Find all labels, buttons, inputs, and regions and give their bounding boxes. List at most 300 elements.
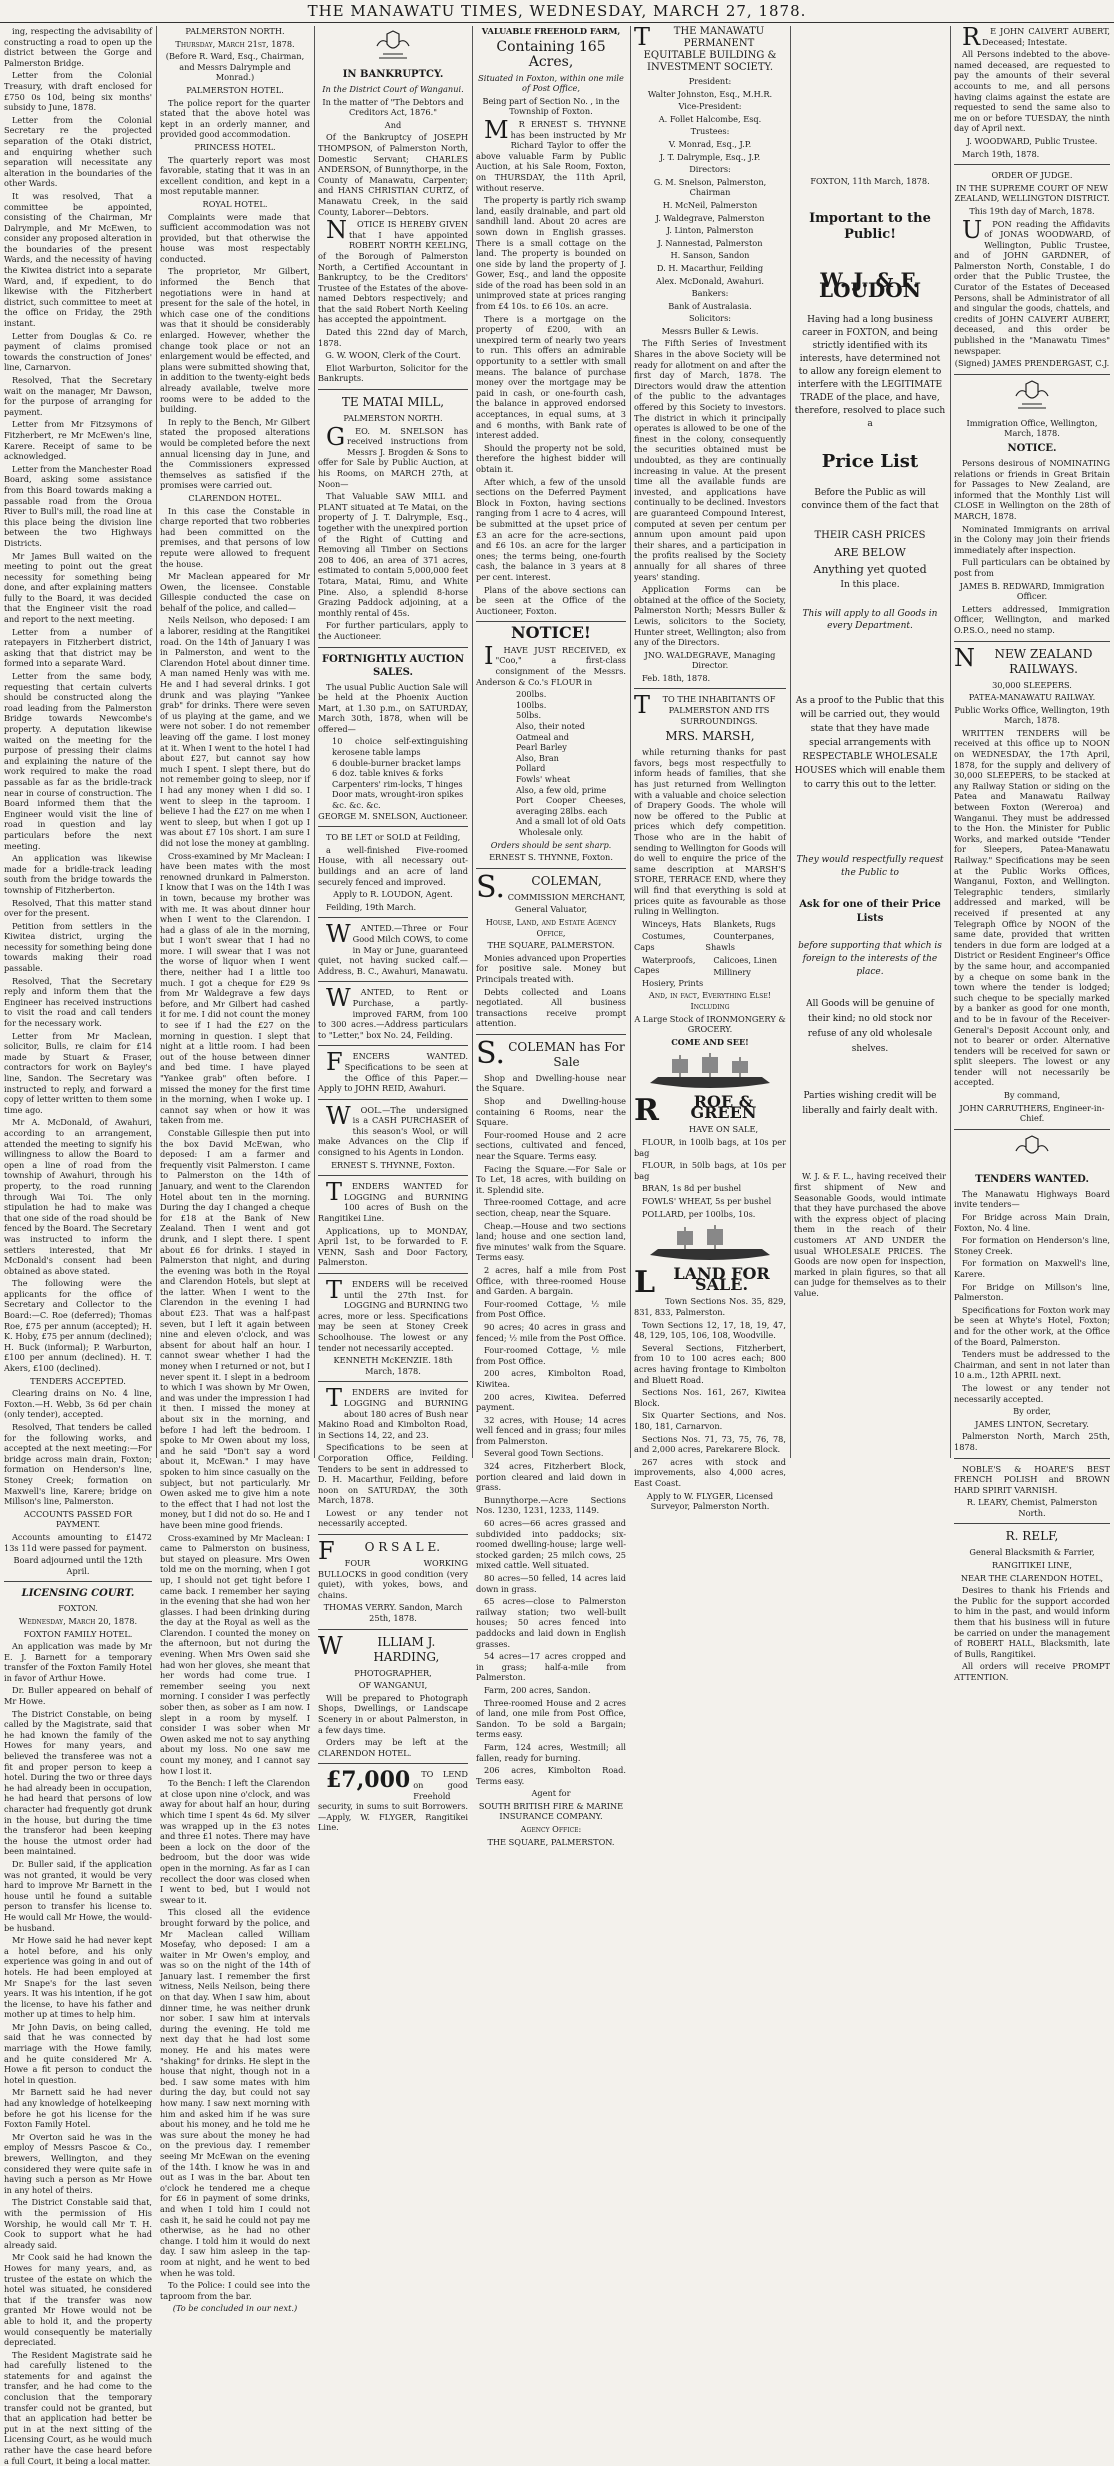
article-text: COME AND SEE! <box>671 1036 749 1047</box>
article-text: Having had a long business career in FOXTON, and being strictly identified with its interests, have determined not to allow any foreign element to interfere with the LEGITIMATE TRADE of the place, and have, therefore, resolved to place such a <box>794 314 946 429</box>
list-item: Pearl Barley <box>516 742 567 753</box>
ad-heading: TO THE INHABITANTS OF PALMERSTON AND ITS SURROUNDINGS. <box>662 694 776 726</box>
ad-heading: Price List <box>821 450 919 472</box>
signature: JAMES LINTON, Secretary. <box>975 1418 1089 1429</box>
ad-heading: R. RELF, <box>1005 1529 1059 1544</box>
ad-heading: VALUABLE FREEHOLD FARM, <box>481 26 621 36</box>
signature: JNO. WALDEGRAVE, Managing Director. <box>644 649 776 671</box>
list-item: G. M. Snelson, Palmerston, Chairman <box>653 176 767 198</box>
subheading: ACCOUNTS PASSED FOR PAYMENT. <box>23 1508 133 1530</box>
list-item: BRAN, 1s 8d per bushel <box>642 1183 742 1194</box>
article-text: EO. M. SNELSON has received instructions from Messrs J. Brogden & Sons to offer for Sale by Public Auction, at his Rooms, on MARCH 27th, at Noon— <box>318 425 468 489</box>
article-text: Accounts amounting to £1472 13s 11d were passed for payment. <box>4 1531 152 1553</box>
article-text: Petition from settlers in the Kiwitea district, urging the necessity for something being done towards making their road passable. <box>4 920 152 974</box>
subheading: Directors: <box>689 164 731 175</box>
list-item: Carpenters' rim-locks, T hinges <box>332 778 463 789</box>
article-text: a well-finished Five-roomed House, with all necessary out-buildings and an acre of land securely fenced and improved. <box>318 844 468 887</box>
article-text: Letter from Douglas & Co. re payment of claims promised towards the construction of Jones' line, Carnarvon. <box>4 330 152 373</box>
article-text: Feb. 18th, 1878. <box>642 672 711 683</box>
list-item: 90 acres; 40 acres in grass and fenced; ½ mile from the Post Office. <box>476 1321 626 1343</box>
article-text: Being part of Section No. , in the Township of Foxton. <box>482 95 620 117</box>
article-text: ing, respecting the advisability of constructing a road to open up the district between the Gorge and Palmerston Bridge. <box>4 26 152 68</box>
ad-heading: NOBLE'S & HOARE'S BEST FRENCH POLISH and BROWN HARD SPIRIT VARNISH. <box>954 1463 1110 1495</box>
drop-cap: W <box>318 1631 343 1660</box>
list-item: Counterpanes, Shawls <box>705 931 775 952</box>
list-item: 324 acres, Fitzherbert Block, portion cleared and laid down in grass. <box>476 1461 626 1493</box>
drop-cap: M <box>484 115 509 144</box>
signature: G. W. WOON, Clerk of the Court. <box>325 350 461 361</box>
signature: Apply to R. LOUDON, Agent. <box>333 889 453 900</box>
article-text: THE SQUARE, PALMERSTON. <box>487 1836 615 1847</box>
article-text: The District Constable, on being called by the Magistrate, said that he had known the family of the Howes for many years, and believed the transferee was not a fit and proper person to keep a hotel. During the two or three days he had already been in occupation, he had heard that persons of low character had frequently got drunk in the house, but during the time the transferor had been keeping the house the utmost order had been maintained. <box>4 1708 152 1857</box>
list-item: 2 acres, half a mile from Post Office, with three-roomed House and Garden. A bargain. <box>476 1264 626 1297</box>
subheading: IN THE SUPREME COURT OF NEW ZEALAND, WELLINGTON DISTRICT. <box>954 182 1110 204</box>
column-1 <box>4 26 152 2466</box>
ad-subheading: Anything yet quoted <box>813 563 927 577</box>
drop-cap: T <box>634 23 651 51</box>
article-text: Palmerston North, March 25th, 1878. <box>954 1431 1110 1452</box>
article-text: In this place. <box>840 580 900 591</box>
continuation-note: (To be concluded in our next.) <box>172 2303 298 2314</box>
article-text: Town Sections 12, 17, 18, 19, 47, 48, 129, 105, 106, 108, Woodville. <box>634 1319 786 1341</box>
list-item: J. Waldegrave, Palmerston <box>655 212 765 223</box>
list-item: For formation on Henderson's line, Stoney Creek. <box>954 1235 1110 1256</box>
ad-heading: Important to the Public! <box>809 210 931 242</box>
list-item: Waterproofs, Capes <box>634 954 696 976</box>
column-3 <box>318 26 468 1833</box>
royal-crest-icon <box>1012 380 1052 414</box>
drop-cap: R <box>634 1093 659 1129</box>
article-text: Applications, up to MONDAY, April 1st, to be forwarded to F. VENN, Sash and Door Factory, Palmerston. <box>318 1225 468 1268</box>
article-text: Orders may be left at the CLARENDON HOTEL. <box>318 1737 468 1758</box>
article-text: V. Monrad, Esq., J.P. <box>668 138 752 149</box>
list-item: 60 acres—66 acres grassed and subdivided into paddocks; six-roomed dwelling-house; large well-stocked garden; 25 milch cows, 25 mixed cattle. Well situated. <box>476 1518 626 1571</box>
article-text: In reply to the Bench, Mr Gilbert stated the proposed alterations would be completed before the next annual licensing day in June, and the Commissioners expressed themselves as satisfied if the promises were carried out. <box>160 416 310 491</box>
article-text: (Before R. Ward, Esq., Chairman, and Messrs Dalrymple and Monrad.) <box>165 51 305 83</box>
list-item: Farm, 200 acres, Sandon. <box>484 1684 591 1695</box>
subheading: CLARENDON HOTEL. <box>188 492 282 503</box>
divider <box>954 374 1110 375</box>
divider <box>954 1129 1110 1130</box>
list-item: Also, a few old, prime <box>516 784 607 795</box>
article-text: Mr John Davis, on being called, said that he was connected by marriage with the Howe family, and he quite considered Mr A. Howe a fit person to conduct the hotel in question. <box>4 2021 152 2085</box>
drop-cap: W <box>326 920 351 949</box>
divider <box>318 826 468 827</box>
list-item: FLOUR, in 100lb bags, at 10s per bag <box>634 1137 786 1158</box>
article-text: WRITTEN TENDERS will be received at this office up to NOON on WEDNESDAY, the 17th April, 1878, for the supply and delivery of 30,000 SLEEPERS, to be stacked at any Railway Station or siding on the Patea and Manawatu Railway between Foxton (Wereroa) and Wanganui. They must be addressed to the Hon. the Minister for Public Works, and marked outside "Tender for Sleepers, Patea-Manawatu Railway." Specifications may be seen at the Public Works Offices, Wanganui, Foxton, and Wellington. Telegraphic tenders, similarly addressed and marked, will be received if presented at any Telegraph Office by NOON of the same date, provided that written tenders in due form are lodged at a District or Resident Engineer's Office by the same hour, and accompanied by a cheque on some bank in the town where the tender is lodged; such cheque to be specially marked by a banker as good for one month, and to be in favour of the Receiver-General's Deposit Account only, and not to bearer or order. Alternative tenders will be received for sawn or split sleepers. The lowest or any tender will not necessarily be accepted. <box>954 727 1110 1088</box>
column-5 <box>634 23 786 1512</box>
drop-cap: L <box>634 1265 656 1301</box>
article-text: ENCERS WANTED. Specifications to be seen at the Office of this Paper.—Apply to JOHN REID, Awahuri. <box>318 1051 468 1094</box>
article-text: Dr. Buller appeared on behalf of Mr Howe. <box>4 1685 152 1707</box>
ad-heading: NEW ZEALAND RAILWAYS. <box>994 646 1093 676</box>
list-item: Alex. McDonald, Awahuri. <box>656 275 764 286</box>
article-text: By order, <box>1013 1406 1051 1417</box>
divider <box>476 1034 626 1035</box>
list-item: Fowls' wheat <box>516 774 571 784</box>
section-heading: LICENSING COURT. <box>21 1588 135 1600</box>
ad-subheading: 30,000 SLEEPERS. <box>992 679 1072 690</box>
article-text: W. J. & F. L., having received their first shipment of New and Seasonable Goods, would intimate that they have purchased the above with the express object of placing them in the reach of their customers AT AND UNDER the usual WHOLESALE PRICES. The Goods are now open for inspection, marked in plain figures, so that all can judge for themselves as to their value. <box>794 1171 946 1298</box>
article-text: Resolved, That the Secretary reply and inform them that the Engineer has received instructions to visit the road and call tenders for the necessary work. <box>4 975 152 1029</box>
signature: KENNETH McKENZIE. 18th March, 1878. <box>333 1355 453 1376</box>
list-item: 54 acres—17 acres cropped and in grass; half-a-mile from Palmerston. <box>476 1651 626 1683</box>
ad-subheading: THE SQUARE, PALMERSTON. <box>487 940 615 951</box>
dateline: Thursday, March 21st, 1878. <box>175 38 295 49</box>
signature: GEORGE M. SNELSON, Auctioneer. <box>318 810 468 821</box>
article-text: R ERNEST S. THYNNE has been instructed by Mr Richard Taylor to offer the above valuable Farm by Public Auction, at his Sale Room, Foxton, on THURSDAY, the 11th April, without reserve. <box>476 118 626 193</box>
article-text: FOUR WORKING BULLOCKS in good condition (very quiet), with yokes, bows, and chains. <box>318 1558 468 1600</box>
article-text: Should the property not be sold, therefore the highest bidder will obtain it. <box>476 442 626 474</box>
article-text: Desires to thank his Friends and the Public for the support accorded to him in the past, and would inform them that his business will in future be carried on under the management of ROBERT HALL, Blacksmith, late of Bulls, Rangitikei. <box>954 1585 1110 1659</box>
list-item: Facing the Square.—For Sale or To Let, 18 acres, with building on it. Splendid site. <box>476 1163 626 1195</box>
article-text: Lowest or any tender not necessarily accepted. <box>318 1507 468 1529</box>
divider <box>318 917 468 918</box>
list-item: Bunnythorpe.—Acre Sections Nos. 1230, 1231, 1233, 1149. <box>476 1494 626 1516</box>
dateline: Immigration Office, Wellington, March, 1878. <box>966 417 1098 439</box>
article-text: And, in fact, Everything Else! Including <box>648 990 772 1011</box>
subheading: FOXTON. <box>58 1603 98 1614</box>
article-text: The District Constable said that, with the permission of His Worship, he would call Mr T. H. Cook to support what he had already said. <box>4 2197 152 2250</box>
drop-cap: T <box>326 1384 343 1413</box>
article-text: March 19th, 1878. <box>962 148 1040 159</box>
divider <box>476 621 626 622</box>
article-text: Letters addressed, Immigration Officer, Wellington, and marked O.P.S.O., need no stamp. <box>954 603 1110 635</box>
dateline: This 19th day of March, 1878. <box>969 205 1095 216</box>
list-item: Blankets, Rugs <box>713 918 776 929</box>
article-text: An application was likewise made for a bridle-track leading south from the bridge towards the township of Fitzherberton. <box>4 853 152 895</box>
column-rule <box>156 26 157 1458</box>
subheading: FOXTON FAMILY HOTEL. <box>23 1628 133 1639</box>
list-item: Millinery <box>713 967 751 978</box>
dateline: Wednesday, March 20, 1878. <box>18 1615 138 1626</box>
article-text: In the matter of "The Debtors and Creditors Act, 1876." <box>322 96 464 118</box>
ad-heading: NOTICE! <box>511 623 591 643</box>
subheading: ROYAL HOTEL. <box>202 198 268 209</box>
section-heading: PALMERSTON NORTH. <box>185 26 285 36</box>
article-text: Specifications for Foxton work may be seen at Whyte's Hotel, Foxton; and for the other work, at the Office of the Board, Palmerston. <box>954 1304 1110 1347</box>
list-item: Three-roomed House and 2 acres of land, one mile from Post Office, Sandon. To be sold a Bargain; terms easy. <box>476 1697 626 1740</box>
column-7 <box>954 23 1110 1682</box>
article-text: The Manawatu Highways Board invite tenders— <box>954 1188 1110 1210</box>
article-text: Mr Howe said he had never kept a hotel before, and his only experience was going in and out of hotels. He had been employed at Mr Snape's for the last seven years. It was his intention, if he got the license, to have his father and mother up at times to help him. <box>4 1935 152 2020</box>
article-text: Constable Gillespie then put into the box David McEwan, who deposed: I am a farmer and frequently visit Palmerston. I came to Palmerston on the 14th of January, and went to the Clarendon Hotel about ten in the morning. During the day I changed a cheque for £18 at the Bank of New Zealand. Then I went and got drunk, and I slept there. I spent about £6 for drinks. I stayed in Palmerston that night, and during the evening was both in the Royal and Clarendon Hotels, but slept at the latter. When I went to the Clarendon in the evening I had about £23. That was a half-past seven, but I left it again between nine and eleven o'clock, and was absent for about half an hour. I cannot swear whether I had the money when I returned or not, but I never spent it. I slept in a bedroom to which I was shown by Mr Owen, and was under the impression I had it then. I missed the money at about six in the morning, and before I had left the bedroom. I spoke to Mr Owen about my loss, and he said "Don't say a word about it, McEwan." I may have spoken to him since casually on the subject, but not particularly. Mr Owen asked me to give him a note to the effect that I had not lost the money, but I did not do so. He and I have been mine good friends. <box>160 1127 310 1530</box>
article-text: Will be prepared to Photograph Shops, Dwellings, or Landscape Scenery in or about Palmerston, in a few days time. <box>318 1692 468 1735</box>
divider <box>318 1763 468 1764</box>
list-item: Hosiery, Prints <box>642 977 704 988</box>
divider <box>318 1629 468 1630</box>
subheading: PRINCESS HOTEL. <box>194 141 276 152</box>
article-text: In the District Court of Wanganui. <box>322 84 464 94</box>
article-text: Agent for <box>531 1788 571 1799</box>
article-text: This closed all the evidence brought forward by the police, and Mr Maclean called William Mosefay, who deposed: I am a waiter in Mr Owen's employ, and was so on the night of the 14th of January last. I remember the first witness, Neils Neilson, being there on that day. When I saw him, about dinner time, he was neither drunk nor sober. I saw him at intervals during the evening. He told me next day that he had lost some money. He and his mates were "shaking" for drinks. He slept in the house that night, though not in a bed. I saw some mates with him during the day, but could not say how many. I saw next morning with him and asked him if he was sure about his money, and he told me he was sure about the money he had on the previous day. I remember seeing Mr McEwan on the evening of the 14th. I know he was in and out as I was in the bar. About ten o'clock he tendered me a cheque for £6 in payment of some drinks, and when I told him I could not cash it, he said he could not pay me otherwise, as he had no other change. I told him it would do next day. I saw him asleep in the tap-room at night, and he went to bed when he was told. <box>160 1907 310 2278</box>
list-item: 100lbs. <box>516 699 547 710</box>
list-item: Four-roomed Cottage, ½ mile from Post Office. <box>476 1298 626 1320</box>
divider <box>318 1175 468 1176</box>
signature: JOHN CARRUTHERS, Engineer-in-Chief. <box>959 1102 1105 1124</box>
article-text: Cross-examined by Mr Maclean: I came to Palmerston on business, but stayed on pleasure. Mrs Owen told me on the morning, when I got up, I should not get tight before I came back. I remember her saying in the evening that she had won her glasses. I had been drinking during the day at the Royal as well as the Clarendon. I counted the money on the afternoon, but not during the evening. When Mrs Owen said she had won her gloves, she meant that her words had come true. I remember seeing you next morning. I consider I was perfectly sober then, as sober as I am now. I slept in a room by myself. I consider I was sober when Mr Owen asked me not to say anything about my loss. No one saw me count my money, and I cannot say how I lost it. <box>160 1532 310 1776</box>
ad-heading: E JOHN CALVERT AUBERT, Deceased; Intestate. <box>982 26 1110 47</box>
article-text: Letter from Mr Maclean, solicitor, Bulls, re claim for £14 made by Stuart & Fraser, contractors for work on Bayley's line, Sandon. The Secretary was instructed to reply, and forward a copy of letter written to them some time ago. <box>4 1030 152 1115</box>
column-rule <box>472 26 473 1458</box>
column-4 <box>476 26 626 1847</box>
divider <box>318 647 468 648</box>
article-text: Mr Maclean appeared for Mr Owen, the licensee. Constable Gillespie conducted the case on behalf of the police, and called— <box>160 571 310 613</box>
article-text: SOUTH BRITISH FIRE & MARINE INSURANCE COMPANY. <box>478 1800 624 1822</box>
ad-subheading: General Valuator, <box>514 904 588 915</box>
article-text: Dated this 22nd day of March, 1878. <box>318 327 468 348</box>
divider <box>954 641 1110 642</box>
article-text: The Fifth Series of Investment Shares in the above Society will be ready for allotment on and after the first day of March, 1878. The Directors would draw the attention of the public to the advantages offered by this Society to investors. The district in which it principally operates is allowed to be one of the finest in the colony, consequently the securities obtained must be undoubted, as they are continually increasing in value. At the present time all the available funds are invested, and applications have continually to be declined. Investors are guaranteed Compound Interest, computed at seven per centum per annum upon amount paid upon their shares, and a participation in the profits realised by the Society annually for all shares of three years' standing. <box>634 338 786 582</box>
article-text: Several Sections, Fitzherbert, from 10 to 100 acres each; 800 acres having frontage to Kimbolton and Bluett Road. <box>634 1342 786 1385</box>
article-text: Town Sections Nos. 35, 829, 831, 833, Palmerston. <box>634 1296 786 1317</box>
list-item: 80 acres—50 felled, 14 acres laid down in grass. <box>476 1573 626 1594</box>
list-item: 65 acres—close to Palmerston railway station; two well-built houses; 50 acres fenced into paddocks and laid down in English grasses. <box>476 1596 626 1649</box>
article-text: After which, a few of the unsold sections on the Deferred Payment Block in Foxton, having sections ranging from 1 acre to 4 acres, will be submitted at the upset price of £3 an acre for the acre-sections, and £6 10s. an acre for the larger ones; the terms being, one-fourth cash, the balance in 3 years at 8 per cent. interest. <box>476 476 626 582</box>
ad-subheading: ARE BELOW <box>834 546 906 560</box>
article-text: TO LEND on good Freehold security, in sums to suit Borrowers.—Apply, W. FLYGER, Rangitikei Line. <box>318 1769 468 1833</box>
article-text: ENDERS WANTED for LOGGING and BURNING 100 acres of Bush on the Rangitikei Line. <box>318 1181 468 1224</box>
ad-subheading: PHOTOGRAPHER, <box>354 1667 432 1678</box>
column-rule <box>950 26 951 1458</box>
article-text: Messrs Buller & Lewis. <box>661 325 759 336</box>
article-text: Mr Cook said he had known the Howes for many years, and, as trustee of the estate on which the hotel was situated, he considered that if the transfer was now granted Mr Howe would not be able to hold it, and the property would consequently be materially depreciated. <box>4 2252 152 2348</box>
article-text: Resolved, That this matter stand over for the present. <box>4 897 152 919</box>
divider <box>318 1381 468 1382</box>
article-text: Complaints were made that sufficient accommodation was not provided, but that otherwise the house was most respectably conducted. <box>160 211 310 264</box>
subheading: TENDERS ACCEPTED. <box>30 1375 126 1386</box>
list-item: J. Linton, Palmerston <box>666 225 754 236</box>
list-item: 6 doz. table knives & forks <box>332 768 444 779</box>
list-item: Cheap.—House and two sections land; house and one section land, five minutes' walk from the Square. Terms easy. <box>476 1220 626 1263</box>
ad-heading: TO BE LET or SOLD at Feilding, <box>326 832 461 843</box>
ad-heading: ROE & GREEN <box>690 1092 757 1122</box>
list-item: Several good Town Sections. <box>484 1448 604 1459</box>
ad-subheading: NEAR THE CLARENDON HOTEL, <box>960 1572 1104 1583</box>
column-6 <box>794 26 946 1458</box>
list-item: Oatmeal and <box>516 731 569 742</box>
article-text: As a proof to the Public that this will be carried out, they would state that they have made special arrangements with RESPECTABLE WHOLESALE HOUSES which will enable them to carry this out to the letter. <box>794 696 946 791</box>
divider <box>954 1523 1110 1524</box>
signature: ERNEST S. THYNNE, Foxton. <box>489 852 613 863</box>
ad-subheading: PATEA-MANAWATU RAILWAY. <box>968 692 1096 703</box>
ad-heading: Containing 165 Acres, <box>496 38 606 70</box>
ship-illustration-icon <box>640 1051 780 1091</box>
subheading: Solicitors: <box>688 313 732 324</box>
article-text: An application was made by Mr E. J. Barnett for a temporary transfer of the Foxton Family Hotel in favor of Arthur Howe. <box>4 1641 152 1683</box>
ad-subheading: RANGITIKEI LINE, <box>991 1560 1073 1571</box>
subheading: Trustees: <box>690 126 730 137</box>
article-text: Cross-examined by Mr Maclean: I have been mates with the most renowned drunkard in Palmerston. I know that I was on the 14th I was in town, because my brother was with me. It was about dinner hour when I went to the Clarendon. I had a glass of ale in the morning, but I won't swear that I had no more. I will swear that I was not the worse of liquor when I went there, neither had I a little too much. I got a cheque for £29 9s from Mr Waldegrave a few days before, and Mr Gilbert had cashed it for me. I did not count the money to see if I had the £27 on the morning in question. I slept that night at a little room. I had been out of the house between dinner and bed time. I have played "Yankee grab" often before. I missed the money for the first time in the morning, when I woke up. I cannot say when or how it was taken from me. <box>160 850 310 1126</box>
drop-cap: F <box>326 1048 343 1077</box>
ad-subheading: HAVE ON SALE, <box>688 1124 759 1135</box>
article-text: To the Bench: I left the Clarendon at close upon nine o'clock, and was away for about half an hour, during which time I spent 4s 6d. My silver was wrapped up in the £3 notes and three £1 notes. There may have been a lock on the door of the bedroom, but the door was wide open in the morning. As far as I can recollect the door was closed when I went to bed, but I would not swear to it. <box>160 1778 310 1905</box>
divider <box>954 164 1110 165</box>
list-item: Door mats, wrought-iron spikes <box>332 789 464 800</box>
ad-subheading: General Blacksmith & Farrier, <box>969 1547 1095 1558</box>
masthead <box>0 0 1114 23</box>
ad-heading: FORTNIGHTLY AUCTION SALES. <box>321 653 465 678</box>
list-item: FOWLS' WHEAT, 5s per bushel <box>642 1196 772 1207</box>
article-text: A Large Stock of IRONMONGERY & GROCERY. <box>634 1013 786 1035</box>
article-text: ENDERS are invited for LOGGING and BURNING about 180 acres of Bush near Makino Road and Kimbolton Road, in Sections 14, 22, and 23. <box>318 1387 468 1440</box>
article-text: Dr. Buller said, if the application was not granted, it would be very hard to improve Mr Barnett in the house until he found a suitable person to transfer his license to. He would call Mr Howe, the would-be husband. <box>4 1858 152 1933</box>
list-item: 200lbs. <box>516 689 547 700</box>
article-text: The property is partly rich swamp land, easily drainable, and part old sandhill land. About 20 acres are sown down in English grasses. There is a small cottage on the land. The property is bounded on one side by land the property of J. Gower, Esq., and land the opposite side of the road has been sold in an unimproved state at prices ranging from £4 10s. to £6 10s. an acre. <box>476 195 626 312</box>
ad-heading: TE MATAI MILL, <box>341 395 445 410</box>
royal-crest-icon <box>373 30 413 64</box>
royal-crest-icon <box>1012 1135 1052 1169</box>
drop-cap: T <box>326 1178 343 1207</box>
list-item: Shop and Dwelling-house containing 6 Rooms, near the Square. <box>476 1096 626 1128</box>
divider <box>634 688 786 689</box>
article-text: Application Forms can be obtained at the office of the Society, Palmerston North; Messrs Buller & Lewis, solicitors to the Society, Hunter street, Wellington; also from any of the Directors. <box>634 584 786 648</box>
article-text: before supporting that which is foreign to the interests of the place. <box>798 941 942 978</box>
subheading: Bankers: <box>691 288 729 299</box>
list-item: D. H. Macarthur, Feilding <box>656 262 764 273</box>
signature: J. WOODWARD, Public Trustee. <box>966 135 1098 146</box>
signature: JAMES B. REDWARD, Immigration Officer. <box>959 580 1105 602</box>
list-item: For Bridge on Millson's line, Palmerston. <box>954 1281 1110 1303</box>
article-text: while returning thanks for past favors, begs most respectfully to inform heads of families, that she has just returned from Wellington with a valuable and choice selection of Drapery Goods. The whole will now be offered to the Public at prices which defy competition. Those who are in the habit of sending to Wellington for Goods will do well to enquire the price of the same description at MARSH'S STORE, TERRACE END, where they will find that everything is sold at prices quite as favourable as those ruling in Wellington. <box>634 747 786 917</box>
list-item: Pollard <box>516 763 546 774</box>
signature: Apply to W. FLYGER, Licensed Surveyor, Palmerston North. <box>646 1490 774 1512</box>
drop-cap: W <box>326 984 351 1013</box>
article-text: Six Quarter Sections, and Nos. 180, 181, Carnarvon. <box>634 1410 786 1431</box>
article-text: Mr Overton said he was in the employ of Messrs Pascoe & Co., brewers, Wellington, and they considered they were quite safe in having such a person as Mr Howe in any hotel of theirs. <box>4 2131 152 2195</box>
flour-list <box>476 689 626 827</box>
article-text: Mr James Bull waited on the meeting to point out the great necessity for something being done, and after explaining matters fully to the Board, it was decided that the Engineer visit the road and report to the next meeting. <box>4 550 152 625</box>
list-item: For formation on Maxwell's line, Karere. <box>954 1258 1110 1279</box>
article-text: ANTED, to Rent or Purchase, a partly-improved FARM, from 100 to 300 acres.—Address particulars to "Letter," box No. 24, Feilding. <box>318 987 468 1040</box>
article-text: Letter from the Colonial Secretary re the projected separation of the Otaki district, and enquiring whether such separation will necessitate any alteration in the boundaries of the other Wards. <box>4 114 152 189</box>
article-text: The lowest or any tender not necessarily accepted. <box>954 1382 1110 1404</box>
ad-heading: NOTICE. <box>1007 443 1057 454</box>
drop-cap: S. <box>476 869 506 905</box>
ad-heading: COLEMAN has For Sale <box>508 1039 625 1069</box>
article-text: Orders should be sent sharp. <box>490 839 612 850</box>
list-item: 206 acres, Kimbolton Road. Terms easy. <box>476 1765 626 1786</box>
article-text: Letter from the same body, requesting that certain culverts should be constructed along the road leading from the Palmerston Bridge towards Newcombe's property. A deputation likewise waited on the meeting for the purpose of pressing their claims and explaining the nature of the work required to make the road passable as far as the bridle-track near in course of construction. The Board informed them that the Engineer would visit the line of road in question and lay particulars before the next meeting. <box>4 671 152 851</box>
ad-subheading: PALMERSTON NORTH. <box>343 413 443 424</box>
section-heading: IN BANKRUPTCY. <box>342 69 444 80</box>
ad-heading: TENDERS WANTED. <box>975 1173 1089 1185</box>
column-rule <box>314 26 315 1458</box>
article-text: Feilding, 19th March. <box>326 901 417 912</box>
article-text: ENDERS will be received until the 27th Inst. for LOGGING and BURNING two acres, more or less. Specifications may be seen at Stoney Creek Schoolhouse. The lowest or any tender not necessarily accepted. <box>318 1279 468 1353</box>
article-text: There is a mortgage on the property of £200, with an unexpired term of nearly two years to run. This offers an admirable opportunity to a settler with small means. The balance of purchase money over the mortgage may be paid in cash, or one-fourth cash, the balance in approved endorsed acceptances, in equal sums, at 3 and 6 months, with Bank rate of interest added. <box>476 313 626 441</box>
drop-cap: W <box>326 1101 351 1130</box>
list-item: Winceys, Hats <box>642 918 702 929</box>
article-text: The police report for the quarter stated that the above hotel was kept in an orderly manner, and provided good accommodation. <box>160 97 310 140</box>
article-text: Resolved, That tenders be called for the following works, and accepted at the next meeting:—For bridge across main drain, Foxton; formation on Henderson's line, Stoney Creek; formation on Maxwell's line, Karere; bridge on Millson's line, Palmerston. <box>4 1422 152 1507</box>
article-text: Mr A. McDonald, of Awahuri, according to an arrangement, attended the meeting to signify his willingness to allow the Board to open a line of road from the township of Awahuri, through his property, to the road running through Wai Toi. The only stipulation he had to make was that one side of the road should be fenced by the Board. The Secretary was instructed to inform the settlers interested, that Mr McDonald's consent had been obtained as above stated. <box>4 1117 152 1276</box>
drop-cap: T <box>634 691 651 720</box>
article-text: They would respectfully request the Public to <box>796 855 944 879</box>
loan-amount: £7,000 <box>326 1767 411 1794</box>
article-text: Full particulars can be obtained by post from <box>954 557 1110 578</box>
ad-subheading: Ask for one of their Price Lists <box>799 899 941 925</box>
goods-list <box>634 919 786 991</box>
list-item: 50lbs. <box>516 710 542 721</box>
article-text: By command, <box>1003 1090 1061 1101</box>
list-item: POLLARD, per 100lbs, 10s. <box>642 1208 756 1219</box>
drop-cap: N <box>326 216 347 245</box>
ad-heading: MRS. MARSH, <box>665 729 755 744</box>
signature: ERNEST S. THYNNE, Foxton. <box>331 1159 455 1170</box>
list-item: 32 acres, with House; 14 acres well fenced and in grass; four miles from Palmerston. <box>476 1414 626 1446</box>
article-text: Monies advanced upon Properties for positive sale. Money but Principals treated with. <box>476 952 626 984</box>
article-text: Before the Public as will convince them of the fact that <box>801 488 939 512</box>
ship-illustration-icon <box>640 1223 780 1263</box>
article-text: Walter Johnston, Esq., M.H.R. <box>647 88 773 99</box>
article-text: Debts collected and Loans negotiated. All business transactions receive prompt attention. <box>476 986 626 1029</box>
drop-cap: N <box>954 643 975 672</box>
drop-cap: G <box>326 422 346 451</box>
spacer <box>794 26 946 176</box>
list-item: &c. &c. &c. <box>332 800 381 811</box>
article-text: OOL.—The undersigned is a CASH PURCHASER of this season's Wool, or will make Advances on the Clip if consigned to his Agents in London. <box>318 1104 468 1158</box>
column-rule <box>790 26 791 1458</box>
article-text: Letter from a number of ratepayers in Fitzherbert district, asking that that district may be formed into a separate Ward. <box>4 626 152 669</box>
property-list <box>476 1073 626 1786</box>
list-item: And a small lot of old Oats <box>516 816 626 827</box>
article-text: The proprietor, Mr Gilbert, informed the Bench that negotiations were in hand at present for the sale of the hotel, in which case one of the conditions was that it should be considerably enlarged. However, whether the change took place or not an enlargement would be effected, and plans were submitted showing that, in addition to the twenty-eight beds already available, twelve more rooms were to be added to the building. <box>160 266 310 415</box>
drop-cap: F <box>318 1537 335 1566</box>
article-text: The quarterly report was most favorable, stating that it was in an excellent condition, and kept in a most reputable manner. <box>160 154 310 197</box>
drop-cap: I <box>484 641 494 670</box>
list-item: 6 double-burner bracket lamps <box>332 757 461 768</box>
ad-subheading: THEIR CASH PRICES <box>814 530 926 542</box>
signature: Eliot Warburton, Solicitor for the Bankrupts. <box>318 362 468 384</box>
ad-heading: LAND FOR SALE. <box>673 1264 770 1294</box>
article-text: Sections Nos. 71, 73, 75, 76, 78, and 2,000 acres, Parekarere Block. <box>634 1433 786 1455</box>
subheading: ORDER OF JUDGE. <box>991 170 1073 181</box>
ad-subheading: OF WANGANUI, <box>358 1680 428 1691</box>
article-text: ANTED.—Three or Four Good Milch COWS, to come in May or June, guaranteed quiet, not having sucked calf.—Address, B. C., Awahuri, Manawatu. <box>318 923 468 976</box>
article-text: J. T. Dalrymple, Esq., J.P. <box>659 151 761 162</box>
article-text: Plans of the above sections can be seen at the Office of the Auctioneer, Foxton. <box>476 584 626 616</box>
article-text: And <box>384 119 402 130</box>
list-item: 200 acres, Kimbolton Road, Kiwitea. <box>476 1368 626 1389</box>
drop-cap: T <box>326 1276 343 1304</box>
article-text: Board adjourned until the 12th April. <box>13 1555 143 1576</box>
article-text: Mr Barnett said he had never had any knowledge of hotelkeeping before he got his license for the Foxton Family Hotel. <box>4 2087 152 2130</box>
article-text: Letter from the Colonial Treasury, with draft enclosed for £750 0s 10d, being six months' subsidy to June, 1878. <box>4 70 152 113</box>
article-text: A. Follet Halcombe, Esq. <box>658 113 762 124</box>
article-text: Of the Bankruptcy of JOSEPH THOMPSON, of Palmerston North, Domestic Servant; CHARLES ANDERSON, of Bunnythorpe, in the County of Manawatu, Carpenter; and HANS CHRISTIAN CURTZ, of Manawatu Creek, in the said County, Laborer—Debtors. <box>318 132 468 217</box>
article-text: Letter from the Manchester Road Board, asking some assistance from this Board towards making a passable road from the Oroua River to Bull's mill, the road line at this place being the division line between the two Highways Districts. <box>4 463 152 548</box>
divider <box>954 1458 1110 1459</box>
divider <box>4 1581 152 1582</box>
article-text: It was resolved, That a committee be appointed, consisting of the Chairman, Mr Dalrymple, and Mr McEwen, to consider any proposed alteration in the boundaries of the present Wards, and the necessity of having the Kiwitea district into a separate Ward, and, if expedient, to do likewise with the Fitzherbert district, such committee to meet at the office on Friday, the 29th instant. <box>4 190 152 329</box>
ad-subheading: COMMISSION MERCHANT, <box>507 891 626 902</box>
article-text: To the Police: I could see into the taproom from the bar. <box>160 2280 310 2301</box>
divider <box>318 1045 468 1046</box>
article-text: OTICE IS HEREBY GIVEN that I have appointed ROBERT NORTH KEELING, of the Borough of Palmerston North, a Certified Accountant in Bankruptcy, to be the Creditors' Trustee of the Estates of the above-named Debtors respectively; and that the said Robert North Keeling has accepted the appointment. <box>318 219 468 325</box>
article-text: Clearing drains on No. 4 line, Foxton.—H. Webb, 3s 6d per chain (only tender), accepted. <box>4 1388 152 1420</box>
article-text: Situated in Foxton, within one mile of Post Office, <box>478 72 624 94</box>
ad-heading: COLEMAN, <box>531 873 602 888</box>
subheading: Vice-President: <box>678 101 742 112</box>
article-text: Persons desirous of NOMINATING relations or friends in Great Britain for Passages to New Zealand, are informed that the Monthly List will CLOSE in Wellington on the 28th of MARCH, 1878. <box>954 458 1110 521</box>
article-text: Neils Neilson, who deposed: I am a laborer, residing at the Rangitikei road. On the 14th of January I was in Palmerston, and went to the Clarendon Hotel about dinner time. A man named Henly was with me. He and I had several drinks. I got drunk and was playing "Yankee grab" for drinks. There were seven of us playing at the game, and we were not sober. I do not remember leaving off the game. I lost money at it. When I went to the hotel I had about £27, but cannot say how much I spent. I slept there, but do not remember going to sleep, nor if I had any money when I did so. I went to sleep in the taproom. I believe I had the £27 on me when I went to sleep, but when I got up I was about £7 10s short. I am sure I did not lose the money at gambling. <box>160 615 310 848</box>
article-text: Parties wishing credit will be liberally and fairly dealt with. <box>802 1091 938 1117</box>
article-text: All orders will receive PROMPT ATTENTION. <box>954 1661 1110 1682</box>
sale-list <box>318 736 468 810</box>
drop-cap: R <box>962 23 981 51</box>
signature: (Signed) JAMES PRENDERGAST, C.J. <box>954 358 1110 369</box>
